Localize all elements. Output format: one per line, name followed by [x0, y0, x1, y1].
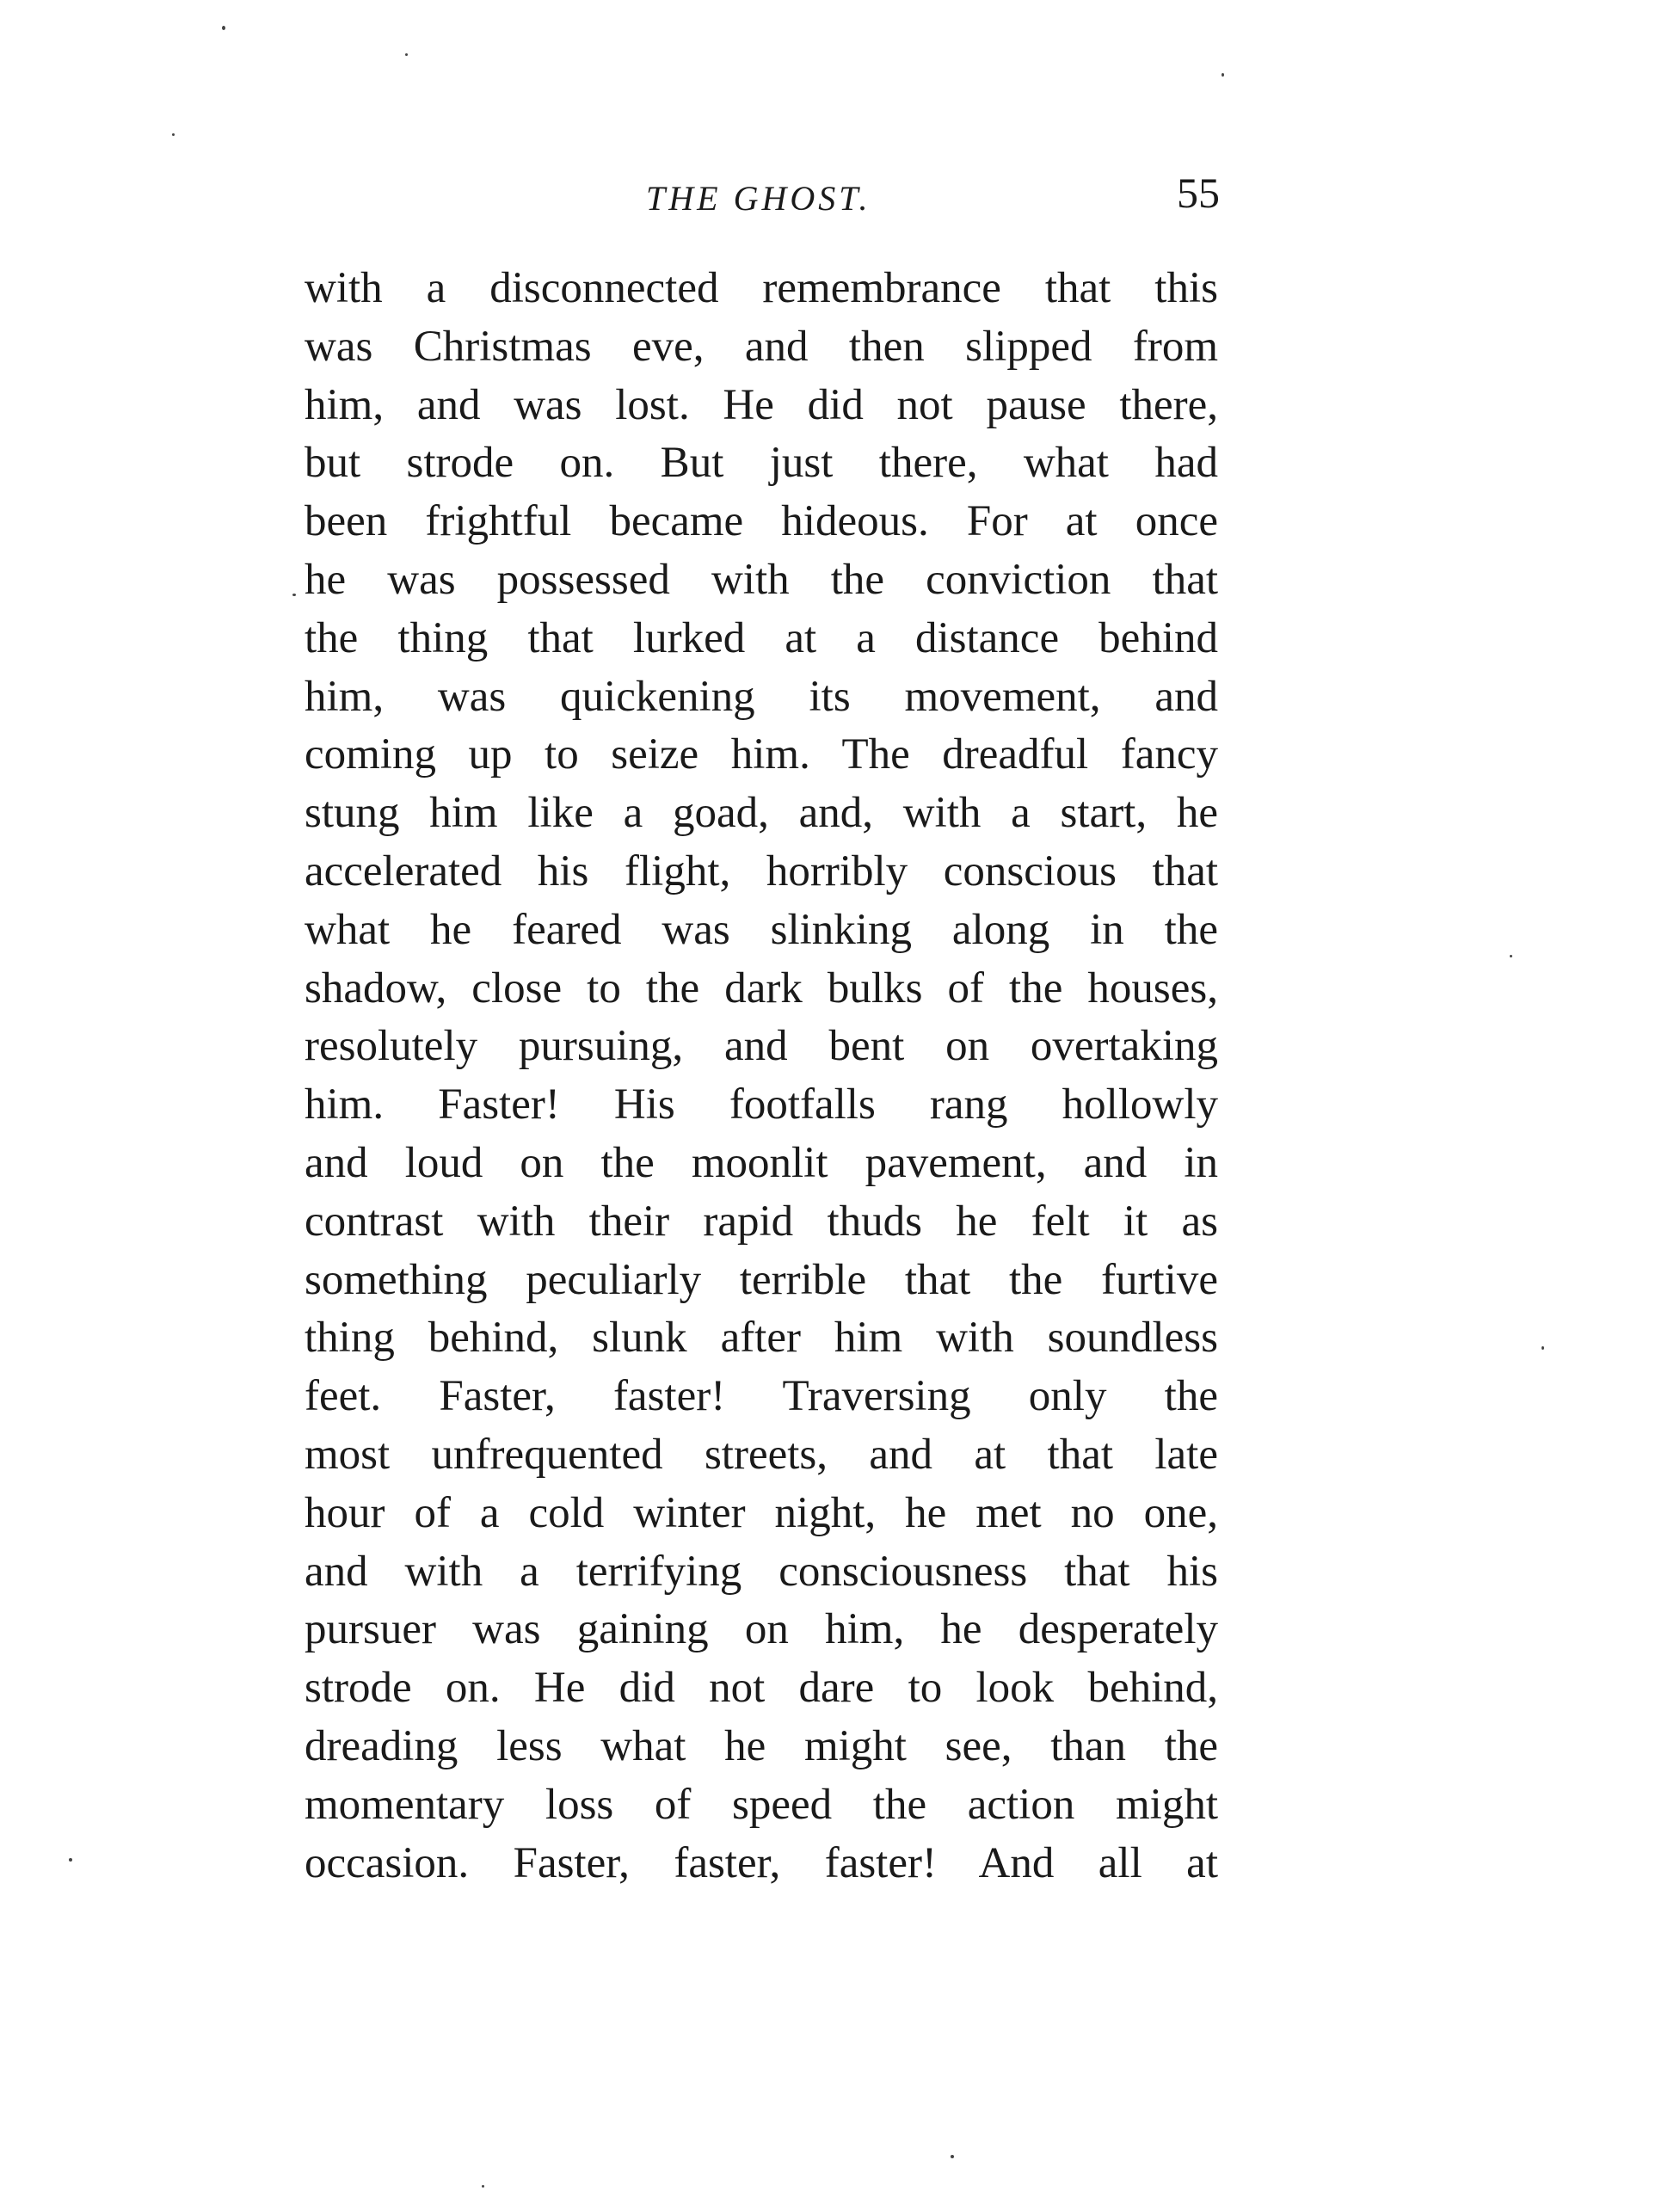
scan-speck	[1510, 955, 1512, 957]
scan-speck	[1542, 1346, 1544, 1350]
scan-speck	[222, 26, 225, 30]
scan-speck	[951, 2155, 954, 2158]
text-line: dreading less what he might see, than the	[305, 1721, 1218, 1770]
scan-speck	[1222, 73, 1224, 77]
text-line: occasion. Faster, faster, faster! And all at	[305, 1838, 1218, 1887]
text-line: stung him like a goad, and, with a start, he	[305, 789, 1218, 838]
text-line: resolutely pursuing, and bent on overtaking	[305, 1022, 1218, 1071]
text-line: thing behind, slunk after him with soundless	[305, 1314, 1218, 1363]
text-line: him, and was lost. He did not pause there,	[305, 380, 1218, 429]
text-line: was Christmas eve, and then slipped from	[305, 322, 1218, 371]
text-line: most unfrequented streets, and at that late	[305, 1430, 1218, 1479]
text-line: been frightful became hideous. For at once	[305, 497, 1218, 546]
text-line: accelerated his flight, horribly conscious that	[305, 846, 1218, 895]
body-text	[305, 260, 1218, 1893]
text-line: shadow, close to the dark bulks of the houses,	[305, 963, 1218, 1012]
text-line: and loud on the moonlit pavement, and in	[305, 1138, 1218, 1187]
text-line: something peculiarly terrible that the furtive	[305, 1255, 1218, 1304]
scan-speck	[405, 53, 408, 56]
text-line: the thing that lurked at a distance behind	[305, 613, 1218, 662]
text-line: momentary loss of speed the action might	[305, 1780, 1218, 1829]
text-line: he was possessed with the conviction that	[305, 555, 1218, 604]
scan-speck	[172, 133, 175, 136]
text-line: but strode on. But just there, what had	[305, 439, 1218, 488]
scan-speck	[292, 594, 296, 596]
page-number: 55	[1177, 169, 1220, 217]
text-line: contrast with their rapid thuds he felt it as	[305, 1197, 1218, 1246]
text-line: with a disconnected remembrance that this	[305, 264, 1218, 312]
text-line: pursuer was gaining on him, he desperately	[305, 1605, 1218, 1654]
text-line: and with a terrifying consciousness that his	[305, 1547, 1218, 1596]
scan-speck	[69, 1858, 72, 1862]
text-line: coming up to seize him. The dreadful fancy	[305, 730, 1218, 779]
scan-speck	[482, 2185, 484, 2188]
running-title: THE GHOST.	[646, 179, 871, 218]
text-line: hour of a cold winter night, he met no one,	[305, 1488, 1218, 1537]
text-line: strode on. He did not dare to look behind,	[305, 1664, 1218, 1713]
page-header	[306, 168, 1220, 228]
text-line: him. Faster! His footfalls rang hollowly	[305, 1080, 1218, 1129]
text-line: what he feared was slinking along in the	[305, 905, 1218, 954]
text-line: him, was quickening its movement, and	[305, 672, 1218, 721]
text-line: feet. Faster, faster! Traversing only the	[305, 1372, 1218, 1421]
